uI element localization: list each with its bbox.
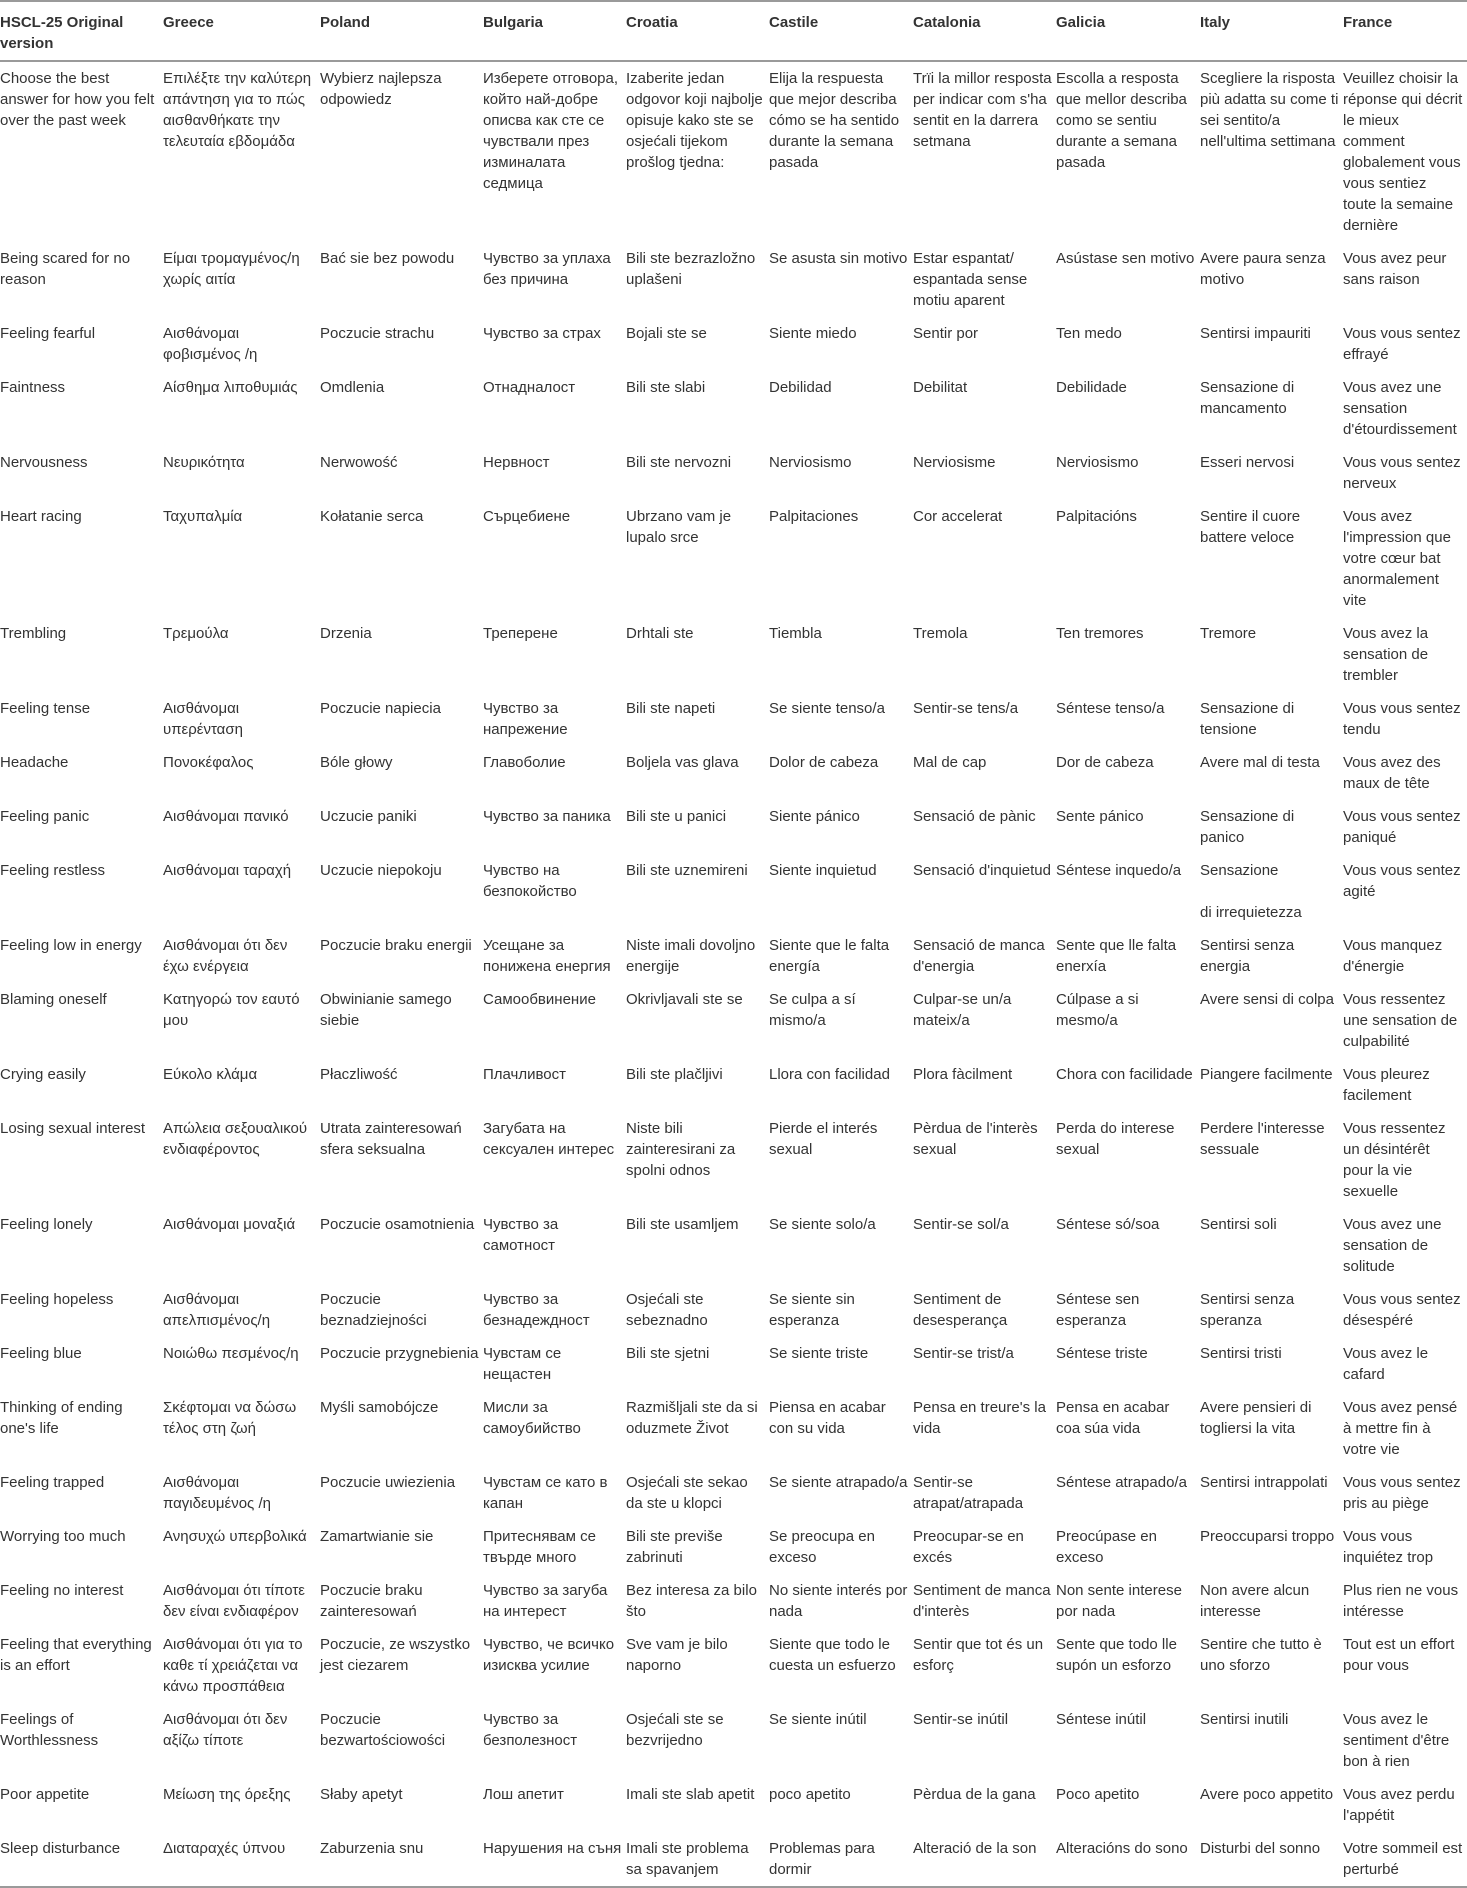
cell-castile: Se siente triste: [769, 1345, 869, 1362]
cell-italy: Sentirsi intrappolati: [1200, 1474, 1328, 1491]
col-header-catalonia: Catalonia: [913, 14, 981, 31]
cell-poland: Drzenia: [320, 625, 372, 642]
cell-poland: Nerwowość: [320, 454, 398, 471]
cell-france: Vous avez une sensation d'étourdissement: [1343, 379, 1457, 438]
cell-catalonia: Sentir-se sol/a: [913, 1216, 1009, 1233]
cell-greece: Αισθάνομαι ότι δεν έχω ενέργεια: [163, 937, 288, 975]
cell-greece: Αισθάνομαι ότι για το καθε τί χρειάζεται να κάνω προσπάθεια: [163, 1636, 303, 1695]
cell-poland: Poczucie, ze wszystko jest ciezarem: [320, 1636, 471, 1674]
cell-catalonia: Sentir-se tens/a: [913, 700, 1019, 717]
cell-italy: Piangere facilmente: [1200, 1066, 1333, 1083]
cell-original: Blaming oneself: [0, 991, 107, 1008]
cell-greece: Αισθάνομαι πανικό: [163, 808, 289, 825]
cell-france: Vous avez pensé à mettre fin à votre vie: [1343, 1399, 1458, 1458]
cell-italy: Sensazione di panico: [1200, 808, 1295, 846]
cell-galicia: Chora con facilidade: [1056, 1066, 1193, 1083]
table-row: [0, 1283, 1467, 1337]
cell-catalonia: Preocupar-se en excés: [913, 1528, 1024, 1566]
cell-poland: Omdlenia: [320, 379, 385, 396]
cell-poland: Poczucie osamotnienia: [320, 1216, 475, 1233]
cell-poland: Poczucie przygnebienia: [320, 1345, 479, 1362]
cell-castile: Dolor de cabeza: [769, 754, 879, 771]
cell-castile: Se siente tenso/a: [769, 700, 885, 717]
cell-castile: Se preocupa en exceso: [769, 1528, 875, 1566]
cell-original: Feeling trapped: [0, 1474, 105, 1491]
cell-galicia: Séntese triste: [1056, 1345, 1148, 1362]
table-row: [0, 929, 1467, 983]
col-header-italy: Italy: [1200, 14, 1231, 31]
table-row: [0, 500, 1467, 617]
cell-italy: Sensazione di tensione: [1200, 700, 1295, 738]
cell-catalonia: Sentiment de desesperança: [913, 1291, 1008, 1329]
cell-bulgaria: Чувство за безнадеждност: [483, 1291, 590, 1329]
cell-bulgaria: Усещане за понижена енергия: [483, 937, 611, 975]
cell-castile: Siente que todo le cuesta un esfuerzo: [769, 1636, 896, 1674]
cell-greece: Πονοκέφαλος: [163, 754, 254, 771]
cell-castile: Se siente atrapado/a: [769, 1474, 908, 1491]
cell-castile: Siente pánico: [769, 808, 860, 825]
cell-catalonia: Plora fàcilment: [913, 1066, 1013, 1083]
cell-greece: Αίσθημα λιποθυμιάς: [163, 379, 298, 396]
cell-greece: Ανησυχώ υπερβολικά: [163, 1528, 307, 1545]
cell-poland: Uczucie paniki: [320, 808, 417, 825]
cell-france: Vous vous sentez désespéré: [1343, 1291, 1461, 1329]
cell-bulgaria: Чувство за уплаха без причина: [483, 250, 611, 288]
cell-france: Vous vous sentez tendu: [1343, 700, 1461, 738]
cell-bulgaria: Притеснявам се твърде много: [483, 1528, 596, 1566]
cell-italy: Sentire che tutto è uno sforzo: [1200, 1636, 1322, 1674]
cell-italy: Sentirsi senza speranza: [1200, 1291, 1295, 1329]
cell-original: Feeling low in energy: [0, 937, 142, 954]
table-row: [0, 1778, 1467, 1832]
cell-croatia: Niste imali dovoljno energije: [626, 937, 756, 975]
cell-castile: Debilidad: [769, 379, 832, 396]
col-header-castile: Castile: [769, 14, 819, 31]
cell-croatia: Bojali ste se: [626, 325, 707, 342]
cell-poland: Poczucie bezwartościowości: [320, 1711, 446, 1749]
cell-croatia: Sve vam je bilo naporno: [626, 1636, 728, 1674]
cell-castile: poco apetito: [769, 1786, 851, 1803]
cell-castile: Palpitaciones: [769, 508, 859, 525]
cell-catalonia: Debilitat: [913, 379, 968, 396]
cell-italy: Tremore: [1200, 625, 1257, 642]
cell-galicia: Escolla a resposta que mellor describa como se sentiu durante a semana pasada: [1056, 70, 1187, 171]
table-row: [0, 1574, 1467, 1628]
cell-france: Vous pleurez facilement: [1343, 1066, 1430, 1104]
cell-bulgaria: Нарушения на съня: [483, 1840, 622, 1857]
cell-poland: Bać sie bez powodu: [320, 250, 455, 267]
cell-greece: Σκέφτομαι να δώσω τέλος στη ζωή: [163, 1399, 297, 1437]
cell-galicia: Sente que lle falta enerxía: [1056, 937, 1177, 975]
cell-greece: Νευρικότητα: [163, 454, 245, 471]
cell-catalonia: Sentir-se trist/a: [913, 1345, 1014, 1362]
cell-original: Trembling: [0, 625, 67, 642]
table-row: [0, 1058, 1467, 1112]
cell-castile: Elija la respuesta que mejor describa cómo se ha sentido durante la semana pasada: [769, 70, 900, 171]
cell-greece: Διαταραχές ύπνου: [163, 1840, 286, 1857]
cell-greece: Εύκολο κλάμα: [163, 1066, 258, 1083]
cell-italy: Perdere l'interesse sessuale: [1200, 1120, 1325, 1158]
cell-france: Tout est un effort pour vous: [1343, 1636, 1455, 1674]
cell-italy: Avere sensi di colpa: [1200, 991, 1334, 1008]
cell-castile: Se siente solo/a: [769, 1216, 876, 1233]
cell-galicia: Debilidade: [1056, 379, 1127, 396]
cell-galicia: Séntese inútil: [1056, 1711, 1147, 1728]
cell-croatia: Bili ste previše zabrinuti: [626, 1528, 723, 1566]
table-row: [0, 1703, 1467, 1778]
cell-bulgaria: Чувство за напрежение: [483, 700, 568, 738]
cell-castile: Nerviosismo: [769, 454, 852, 471]
cell-france: Vous avez le sentiment d'être bon à rien: [1343, 1711, 1450, 1770]
cell-bulgaria: Чувство на безпокойство: [483, 862, 577, 900]
cell-bulgaria: Чувстам се като в капан: [483, 1474, 608, 1512]
cell-galicia: Pensa en acabar coa súa vida: [1056, 1399, 1170, 1437]
cell-france: Vous avez l'impression que votre cœur bat anormalement vite: [1343, 508, 1451, 609]
cell-catalonia: Sentir-se inútil: [913, 1711, 1009, 1728]
cell-galicia: Séntese sen esperanza: [1056, 1291, 1140, 1329]
cell-bulgaria: Загубата на сексуален интерес: [483, 1120, 615, 1158]
cell-original: Choose the best answer for how you felt over the past week: [0, 70, 155, 129]
cell-italy: Avere mal di testa: [1200, 754, 1320, 771]
table-row: [0, 1208, 1467, 1283]
table-row: [0, 1832, 1467, 1887]
cell-croatia: Bili ste u panici: [626, 808, 727, 825]
cell-catalonia: Sentiment de manca d'interès: [913, 1582, 1051, 1620]
cell-poland: Bóle głowy: [320, 754, 393, 771]
cell-original: Feeling lonely: [0, 1216, 93, 1233]
cell-catalonia: Culpar-se un/a mateix/a: [913, 991, 1012, 1029]
cell-france: Vous avez une sensation de solitude: [1343, 1216, 1442, 1275]
cell-croatia: Bili ste usamljem: [626, 1216, 739, 1233]
cell-galicia: Dor de cabeza: [1056, 754, 1154, 771]
col-header-croatia: Croatia: [626, 14, 678, 31]
cell-greece: Επιλέξτε την καλύτερη απάντηση για το πώς αισθανθήκατε την τελευταία εβδομάδα: [163, 70, 312, 150]
cell-galicia: Ten medo: [1056, 325, 1122, 342]
cell-italy: Sentirsi senza energia: [1200, 937, 1295, 975]
cell-france: Vous vous sentez effrayé: [1343, 325, 1461, 363]
cell-original: Being scared for no reason: [0, 250, 131, 288]
cell-bulgaria: Нервност: [483, 454, 550, 471]
cell-catalonia: Sentir-se atrapat/atrapada: [913, 1474, 1024, 1512]
cell-france: Vous ressentez un désintérêt pour la vie sexuelle: [1343, 1120, 1446, 1200]
cell-italy: Avere pensieri di togliersi la vita: [1200, 1399, 1312, 1437]
table-row: [0, 854, 1467, 929]
cell-france: Vous vous sentez agité: [1343, 862, 1461, 900]
cell-croatia: Bili ste slabi: [626, 379, 706, 396]
cell-castile: Siente inquietud: [769, 862, 877, 879]
cell-poland: Zamartwianie sie: [320, 1528, 434, 1545]
cell-croatia: Boljela vas glava: [626, 754, 739, 771]
cell-galicia: Cúlpase a si mesmo/a: [1056, 991, 1139, 1029]
cell-poland: Kołatanie serca: [320, 508, 424, 525]
table-row: [0, 242, 1467, 317]
cell-poland: Poczucie napiecia: [320, 700, 441, 717]
cell-catalonia: Mal de cap: [913, 754, 987, 771]
table-row: [0, 1391, 1467, 1466]
cell-catalonia: Sensació de pànic: [913, 808, 1036, 825]
cell-italy: Avere poco appetito: [1200, 1786, 1334, 1803]
cell-original: Feeling fearful: [0, 325, 96, 342]
cell-bulgaria: Мисли за самоубийство: [483, 1399, 581, 1437]
cell-croatia: Bili ste plačljivi: [626, 1066, 723, 1083]
cell-france: Plus rien ne vous intéresse: [1343, 1582, 1459, 1620]
cell-poland: Poczucie beznadziejności: [320, 1291, 427, 1329]
cell-galicia: Sente que todo lle supón un esforzo: [1056, 1636, 1177, 1674]
col-header-france: France: [1343, 14, 1393, 31]
cell-castile: Se siente sin esperanza: [769, 1291, 855, 1329]
cell-catalonia: Alteració de la son: [913, 1840, 1037, 1857]
table-body: [0, 61, 1467, 1887]
cell-original: Losing sexual interest: [0, 1120, 146, 1137]
cell-france: Veuillez choisir la réponse qui décrit le mieux comment globalement vous vous sentiez toute la semaine dernière: [1343, 70, 1463, 234]
cell-croatia: Okrivljavali ste se: [626, 991, 743, 1008]
cell-greece: Ταχυπαλμία: [163, 508, 243, 525]
cell-catalonia: Sensació de manca d'energia: [913, 937, 1045, 975]
cell-france: Vous vous sentez pris au piège: [1343, 1474, 1461, 1512]
cell-original: Sleep disturbance: [0, 1840, 121, 1857]
cell-catalonia: Cor accelerat: [913, 508, 1003, 525]
cell-greece: Αισθάνομαι μοναξιά: [163, 1216, 296, 1233]
cell-greece: Αισθάνομαι παγιδευμένος /η: [163, 1474, 271, 1512]
cell-croatia: Niste bili zainteresirani za spolni odnos: [626, 1120, 736, 1179]
cell-france: Vous vous sentez paniqué: [1343, 808, 1461, 846]
table-row: [0, 983, 1467, 1058]
cell-galicia: Non sente interese por nada: [1056, 1582, 1182, 1620]
cell-original: Feeling that everything is an effort: [0, 1636, 152, 1674]
cell-catalonia: Sensació d'inquietud: [913, 862, 1051, 879]
cell-italy: Sentirsi soli: [1200, 1216, 1277, 1233]
cell-galicia: Alteracións do sono: [1056, 1840, 1188, 1857]
col-header-original: HSCL-25 Original version: [0, 14, 124, 52]
cell-croatia: Bez interesa za bilo što: [626, 1582, 757, 1620]
cell-italy: Disturbi del sonno: [1200, 1840, 1321, 1857]
cell-original: Feeling no interest: [0, 1582, 124, 1599]
cell-original: Crying easily: [0, 1066, 86, 1083]
cell-original: Heart racing: [0, 508, 82, 525]
cell-croatia: Imali ste problema sa spavanjem: [626, 1840, 749, 1878]
cell-italy: Sentire il cuore battere veloce: [1200, 508, 1301, 546]
cell-italy: Esseri nervosi: [1200, 454, 1295, 471]
cell-original: Feelings of Worthlessness: [0, 1711, 99, 1749]
col-header-galicia: Galicia: [1056, 14, 1106, 31]
cell-croatia: Izaberite jedan odgovor koji najbolje opisuje kako ste se osjećali tijekom prošlog tjedna:: [626, 70, 763, 171]
cell-galicia: Séntese inquedo/a: [1056, 862, 1182, 879]
cell-italy: Scegliere la risposta più adatta su come ti sei sentito/a nell'ultima settimana: [1200, 70, 1339, 150]
cell-bulgaria: Треперене: [483, 625, 558, 642]
cell-croatia: Osjećali ste sebeznadno: [626, 1291, 708, 1329]
cell-original: Faintness: [0, 379, 66, 396]
cell-castile: No siente interés por nada: [769, 1582, 908, 1620]
cell-poland: Obwinianie samego siebie: [320, 991, 452, 1029]
cell-bulgaria: Сърцебиене: [483, 508, 571, 525]
cell-france: Vous avez perdu l'appétit: [1343, 1786, 1455, 1824]
cell-catalonia: Tremola: [913, 625, 968, 642]
cell-bulgaria: Чувство за страх: [483, 325, 601, 342]
cell-galicia: Séntese atrapado/a: [1056, 1474, 1187, 1491]
table-row: [0, 61, 1467, 242]
cell-castile: Siente miedo: [769, 325, 857, 342]
cell-croatia: Osjećali ste se bezvrijedno: [626, 1711, 724, 1749]
table-row: [0, 746, 1467, 800]
cell-original: Nervousness: [0, 454, 88, 471]
cell-italy: Sensazione di mancamento: [1200, 379, 1295, 417]
cell-bulgaria: Самообвинение: [483, 991, 596, 1008]
cell-poland: Wybierz najlepsza odpowiedz: [320, 70, 442, 108]
cell-greece: Αισθάνομαι υπερένταση: [163, 700, 243, 738]
cell-galicia: Asústase sen motivo: [1056, 250, 1195, 267]
col-header-greece: Greece: [163, 14, 214, 31]
cell-castile: Problemas para dormir: [769, 1840, 875, 1878]
cell-original: Feeling panic: [0, 808, 90, 825]
cell-poland: Myśli samobójcze: [320, 1399, 439, 1416]
cell-greece: Αισθάνομαι φοβισμένος /η: [163, 325, 258, 363]
cell-original: Headache: [0, 754, 69, 771]
cell-galicia: Perda do interese sexual: [1056, 1120, 1175, 1158]
cell-bulgaria: Лош апетит: [483, 1786, 564, 1803]
cell-france: Vous vous sentez nerveux: [1343, 454, 1461, 492]
cell-galicia: Ten tremores: [1056, 625, 1144, 642]
cell-catalonia: Sentir que tot és un esforç: [913, 1636, 1044, 1674]
cell-poland: Uczucie niepokoju: [320, 862, 442, 879]
cell-castile: Siente que le falta energía: [769, 937, 890, 975]
cell-greece: Είμαι τρομαγμένος/η χωρίς αιτία: [163, 250, 300, 288]
cell-poland: Poczucie braku zainteresowań: [320, 1582, 423, 1620]
table-row: [0, 1466, 1467, 1520]
cell-greece: Αισθάνομαι ότι δεν αξίζω τίποτε: [163, 1711, 288, 1749]
cell-bulgaria: Отнадналост: [483, 379, 576, 396]
cell-italy: Sentirsi inutili: [1200, 1711, 1289, 1728]
cell-greece: Νοιώθω πεσμένος/η: [163, 1345, 299, 1362]
cell-france: Vous avez le cafard: [1343, 1345, 1429, 1383]
cell-castile: Se culpa a sí mismo/a: [769, 991, 856, 1029]
cell-bulgaria: Изберете отговора, който най-добре описва как сте се чувствали през изминалата седмица: [483, 70, 619, 192]
cell-croatia: Razmišljali ste da si oduzmete Život: [626, 1399, 758, 1437]
cell-poland: Słaby apetyt: [320, 1786, 403, 1803]
cell-castile: Se siente inútil: [769, 1711, 867, 1728]
cell-greece: Αισθάνομαι απελπισμένος/η: [163, 1291, 271, 1329]
cell-poland: Utrata zainteresowań sfera seksualna: [320, 1120, 462, 1158]
cell-original: Feeling blue: [0, 1345, 82, 1362]
cell-bulgaria: Чувство за паника: [483, 808, 611, 825]
cell-croatia: Bili ste bezrazložno uplašeni: [626, 250, 756, 288]
cell-original: Poor appetite: [0, 1786, 90, 1803]
cell-croatia: Osjećali ste sekao da ste u klopci: [626, 1474, 748, 1512]
cell-france: Vous avez peur sans raison: [1343, 250, 1447, 288]
cell-croatia: Ubrzano vam je lupalo srce: [626, 508, 732, 546]
cell-catalonia: Estar espantat/ espantada sense motiu aparent: [913, 250, 1028, 309]
cell-france: Vous avez des maux de tête: [1343, 754, 1441, 792]
cell-catalonia: Pèrdua de la gana: [913, 1786, 1036, 1803]
cell-original: Feeling tense: [0, 700, 91, 717]
cell-italy: Sentirsi tristi: [1200, 1345, 1282, 1362]
cell-italy: Sensazione di irrequietezza: [1200, 862, 1302, 921]
cell-castile: Piensa en acabar con su vida: [769, 1399, 886, 1437]
col-header-poland: Poland: [320, 14, 371, 31]
cell-original: Thinking of ending one's life: [0, 1399, 123, 1437]
cell-france: Vous avez la sensation de trembler: [1343, 625, 1429, 684]
table-row: [0, 317, 1467, 371]
cell-galicia: Séntese tenso/a: [1056, 700, 1165, 717]
table-row: [0, 1628, 1467, 1703]
cell-original: Feeling restless: [0, 862, 106, 879]
cell-croatia: Bili ste sjetni: [626, 1345, 710, 1362]
cell-greece: Κατηγορώ τον εαυτό μου: [163, 991, 300, 1029]
cell-greece: Τρεμούλα: [163, 625, 229, 642]
cell-galicia: Nerviosismo: [1056, 454, 1139, 471]
cell-castile: Llora con facilidad: [769, 1066, 890, 1083]
header-row: [0, 1, 1467, 61]
cell-france: Vous vous inquiétez trop: [1343, 1528, 1434, 1566]
cell-bulgaria: Чувстам се нещастен: [483, 1345, 562, 1383]
cell-poland: Zaburzenia snu: [320, 1840, 424, 1857]
cell-italy: Sentirsi impauriti: [1200, 325, 1311, 342]
cell-galicia: Palpitacións: [1056, 508, 1137, 525]
cell-greece: Απώλεια σεξουαλικού ενδιαφέροντος: [163, 1120, 308, 1158]
cell-catalonia: Sentir por: [913, 325, 979, 342]
cell-italy: Non avere alcun interesse: [1200, 1582, 1310, 1620]
table-row: [0, 617, 1467, 692]
table-row: [0, 692, 1467, 746]
cell-galicia: Sente pánico: [1056, 808, 1144, 825]
table-row: [0, 1112, 1467, 1208]
cell-catalonia: Pensa en treure's la vida: [913, 1399, 1046, 1437]
cell-france: Vous manquez d'énergie: [1343, 937, 1443, 975]
cell-italy: Preoccuparsi troppo: [1200, 1528, 1335, 1545]
cell-catalonia: Pèrdua de l'interès sexual: [913, 1120, 1038, 1158]
table-row: [0, 1520, 1467, 1574]
table-row: [0, 1337, 1467, 1391]
cell-poland: Poczucie uwiezienia: [320, 1474, 456, 1491]
cell-bulgaria: Чувство, че всичко изисква усилие: [483, 1636, 615, 1674]
cell-castile: Se asusta sin motivo: [769, 250, 908, 267]
cell-bulgaria: Плачливост: [483, 1066, 567, 1083]
table-row: [0, 371, 1467, 446]
cell-galicia: Séntese só/soa: [1056, 1216, 1160, 1233]
cell-greece: Αισθάνομαι ότι τίποτε δεν είναι ενδιαφέρον: [163, 1582, 305, 1620]
cell-poland: Płaczliwość: [320, 1066, 398, 1083]
cell-bulgaria: Чувство за загуба на интерест: [483, 1582, 608, 1620]
cell-castile: Pierde el interés sexual: [769, 1120, 878, 1158]
cell-original: Feeling hopeless: [0, 1291, 114, 1308]
cell-original: Worrying too much: [0, 1528, 126, 1545]
cell-croatia: Drhtali ste: [626, 625, 694, 642]
cell-france: Vous ressentez une sensation de culpabilité: [1343, 991, 1458, 1050]
cell-greece: Μείωση της όρεξης: [163, 1786, 291, 1803]
cell-galicia: Poco apetito: [1056, 1786, 1140, 1803]
table-row: [0, 800, 1467, 854]
cell-croatia: Bili ste napeti: [626, 700, 716, 717]
cell-galicia: Preocúpase en exceso: [1056, 1528, 1157, 1566]
cell-italy: Avere paura senza motivo: [1200, 250, 1326, 288]
cell-catalonia: Trïi la millor resposta per indicar com s'ha sentit en la darrera setmana: [913, 70, 1052, 150]
cell-croatia: Imali ste slab apetit: [626, 1786, 755, 1803]
cell-castile: Tiembla: [769, 625, 822, 642]
cell-bulgaria: Чувство за самотност: [483, 1216, 559, 1254]
cell-croatia: Bili ste uznemireni: [626, 862, 748, 879]
col-header-bulgaria: Bulgaria: [483, 14, 544, 31]
cell-poland: Poczucie strachu: [320, 325, 435, 342]
cell-catalonia: Nerviosisme: [913, 454, 996, 471]
cell-bulgaria: Главоболие: [483, 754, 566, 771]
cell-france: Votre sommeil est perturbé: [1343, 1840, 1463, 1878]
cell-poland: Poczucie braku energii: [320, 937, 472, 954]
cell-bulgaria: Чувство за безполезност: [483, 1711, 578, 1749]
table-row: [0, 446, 1467, 500]
cell-croatia: Bili ste nervozni: [626, 454, 732, 471]
cell-greece: Αισθάνομαι ταραχή: [163, 862, 292, 879]
